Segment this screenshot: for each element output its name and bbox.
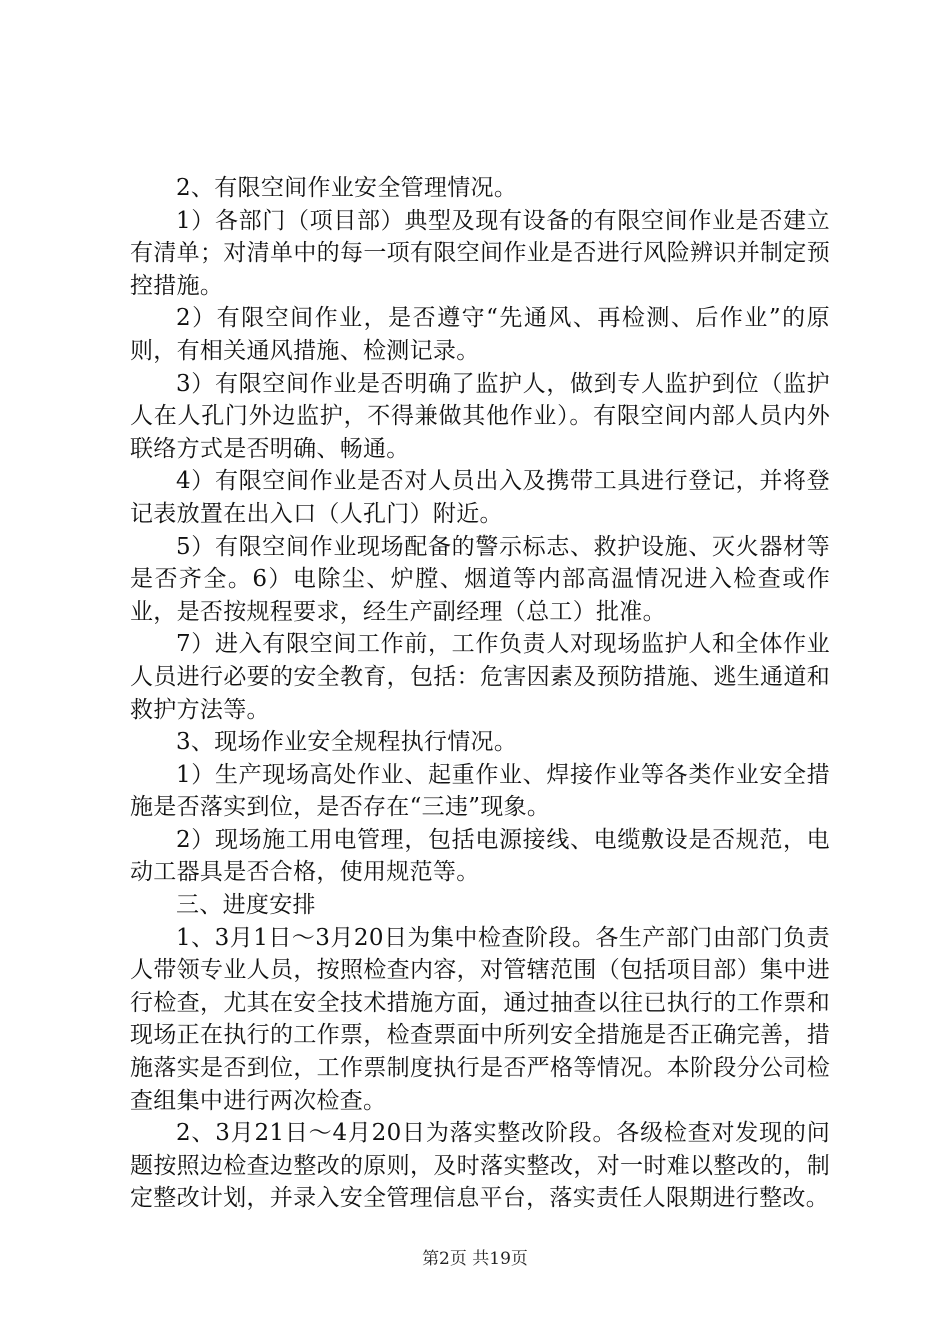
section-heading-schedule: 三、进度安排 xyxy=(176,892,316,919)
document-body xyxy=(130,172,830,1215)
paragraph: 5）有限空间作业现场配备的警示标志、救护设施、灭火器材等是否齐全。6）电除尘、炉膛、烟道等内部高温情况进入检查或作业，是否按规程要求，经生产副经理（总工）批准。 xyxy=(130,533,830,625)
paragraph: 4）有限空间作业是否对人员出入及携带工具进行登记，并将登记表放置在出入口（人孔门）附近。 xyxy=(130,468,830,527)
section-heading-confined-space: 2、有限空间作业安全管理情况。 xyxy=(176,175,518,201)
section-heading-site-rules: 3、现场作业安全规程执行情况。 xyxy=(176,729,518,756)
paragraph: 1）各部门（项目部）典型及现有设备的有限空间作业是否建立有清单；对清单中的每一项有限空间作业是否进行风险辨识并制定预控措施。 xyxy=(130,207,830,299)
paragraph: 3）有限空间作业是否明确了监护人，做到专人监护到位（监护人在人孔门外边监护，不得兼做其他作业）。有限空间内部人员内外联络方式是否明确、畅通。 xyxy=(130,370,830,462)
paragraph: 2）现场施工用电管理，包括电源接线、电缆敷设是否规范，电动工器具是否合格，使用规范等。 xyxy=(130,826,830,886)
paragraph: 2）有限空间作业，是否遵守“先通风、再检测、后作业”的原则，有相关通风措施、检测记录。 xyxy=(130,305,830,364)
paragraph: 1）生产现场高处作业、起重作业、焊接作业等各类作业安全措施是否落实到位，是否存在“三违”现象。 xyxy=(130,761,830,821)
paragraph: 7）进入有限空间工作前，工作负责人对现场监护人和全体作业人员进行必要的安全教育，包括：危害因素及预防措施、逃生通道和救护方法等。 xyxy=(130,631,830,723)
paragraph: 1、3月1日～3月20日为集中检查阶段。各生产部门由部门负责人带领专业人员，按照检查内容，对管辖范围（包括项目部）集中进行检查，尤其在安全技术措施方面，通过抽查以往已执行的工作票和现场正在执行的工作票，检查票面中所列安全措施是否正确完善，措施落实是否到位，工作票制度执行是否严格等情况。本阶段分公司检查组集中进行两次检查。 xyxy=(130,924,830,1114)
paragraph: 2、3月21日～4月20日为落实整改阶段。各级检查对发现的问题按照边检查边整改的原则，及时落实整改，对一时难以整改的，制定整改计划，并录入安全管理信息平台，落实责任人限期进行整改。 xyxy=(130,1120,830,1212)
page-number-footer: 第2页 共19页 xyxy=(422,1249,528,1269)
